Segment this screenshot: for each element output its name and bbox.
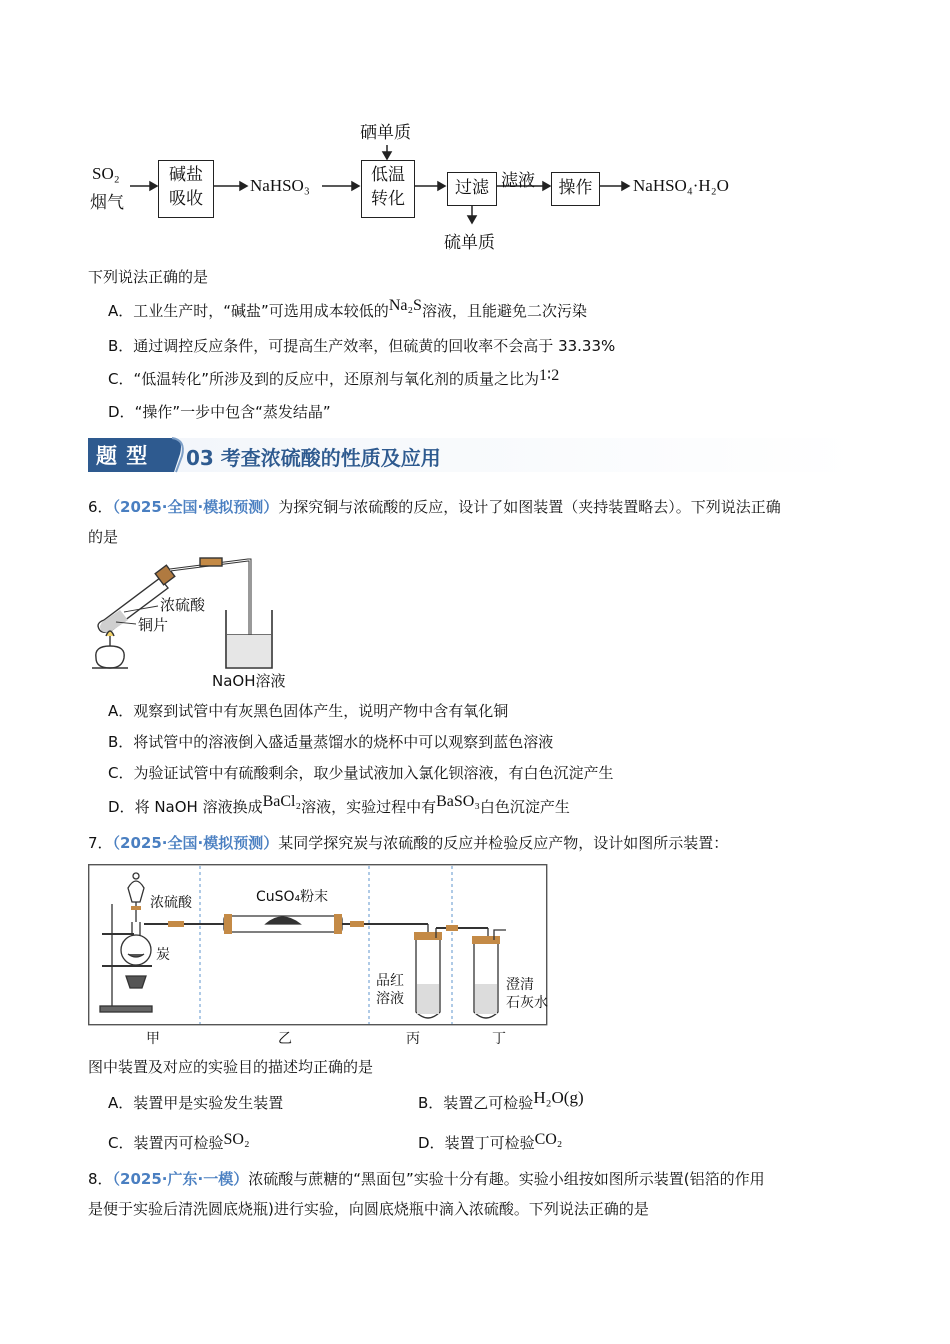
q7-stem [88,832,728,854]
option-letter: D． [108,403,135,421]
option-letter: C． [108,764,134,782]
q8-stem-line2: 是便于实验后清洗圆底烧瓶)进行实验，向圆底烧瓶中滴入浓硫酸。下列说法正确的是 [88,1200,649,1218]
flow-product: NaHSO₄·H₂O [633,176,729,195]
q5-option-d [108,401,331,423]
fig-label-cuso4: CuSO₄粉末 [256,889,329,905]
q6-stem-line1 [88,496,781,518]
option-formula: SO₂ [223,1131,250,1148]
flow-input-gas: 烟气 [90,193,124,213]
question-source: （2025·广东·一模） [112,1170,249,1188]
flow-sulfur: 硫单质 [444,233,495,253]
fig-label-ding: 丁 [492,1031,506,1047]
flow-box-operation: 操作 [551,172,600,206]
question-number: 7． [88,834,113,852]
q6-option-d [108,793,570,819]
fig-label-jia: 甲 [146,1031,160,1047]
fig-label-fuchsin-1: 品红 [376,973,404,989]
option-text: “低温转化”所涉及到的反应中，还原剂与氧化剂的质量之比为 [133,370,540,388]
flow-selenium: 硒单质 [360,123,411,143]
section-tag: 题 型 [96,444,150,468]
fig-label-conc-acid: 浓硫酸 [150,895,192,911]
flow-box-alkali-absorb [158,160,214,218]
flow-box2-line1: 低温 [371,165,405,185]
fig-label-limewater [506,976,548,1012]
option-letter: C． [108,370,134,388]
flow-box-filter: 过滤 [447,172,497,206]
flow-box2-line2: 转化 [371,189,405,209]
fig-label-naoh: NaOH溶液 [212,672,286,690]
fig-label-bing: 丙 [406,1031,420,1047]
fig-label-yi: 乙 [278,1031,292,1047]
option-formula: H₂O(g) [533,1088,584,1107]
q6-option-b [108,731,553,753]
option-formula: BaCl₂ [262,793,302,810]
option-text: 工业生产时，“碱盐”可选用成本较低的 [133,302,389,320]
fig-label-fuchsin-2: 溶液 [376,991,404,1007]
option-letter: C． [108,1134,134,1152]
q8-stem-line1 [88,1168,765,1190]
section-title: 03 考查浓硫酸的性质及应用 [186,446,441,470]
option-text: 装置丙可检验 [133,1134,224,1152]
option-text: “操作”一步中包含“蒸发结晶” [134,403,331,421]
option-text: 白色沉淀产生 [479,798,570,816]
fig-label-limewater-2: 石灰水 [506,995,548,1011]
flow-box1-line2: 吸收 [169,189,203,209]
flow-input-so2: SO₂ [92,164,120,183]
flow-box1-line1: 碱盐 [169,165,203,185]
option-formula: BaSO₃ [436,793,480,810]
question-text: 为探究铜与浓硫酸的反应，设计了如图装置（夹持装置略去）。下列说法正确 [278,498,781,516]
q5-option-a [108,297,587,323]
flow-box-low-temp [361,160,415,218]
option-letter: B． [108,733,134,751]
q6-option-c [108,762,614,784]
option-text: 观察到试管中有灰黑色固体产生，说明产物中含有氧化铜 [133,702,509,720]
fig-label-copper: 铜片 [138,616,169,634]
q5-stem: 下列说法正确的是 [88,268,209,286]
q7-option-b [418,1088,584,1114]
question-source: （2025·全国·模拟预测） [112,498,279,516]
q6-option-a [108,700,508,722]
q6-stem-line2: 的是 [88,528,119,546]
fig-label-limewater-1: 澄清 [506,977,534,993]
q7-apparatus-figure [88,864,550,1046]
flow-filtrate: 滤液 [501,171,535,191]
fig-label-fuchsin [376,972,404,1008]
question-number: 6． [88,498,113,516]
fig-label-carbon: 炭 [156,947,170,963]
option-letter: A． [108,302,134,320]
q7-option-c [108,1132,250,1155]
question-text: 某同学探究炭与浓硫酸的反应并检验反应产物，设计如图所示装置： [278,834,729,852]
option-letter: A． [108,1094,134,1112]
q7-option-d [418,1132,562,1155]
option-text: 装置甲是实验发生装置 [133,1094,284,1112]
flow-arrows [0,0,950,260]
option-text: 将 NaOH 溶液换成 [134,798,263,816]
question-text: 浓硫酸与蔗糖的“黑面包”实验十分有趣。实验小组按如图所示装置(铝箔的作用 [248,1170,765,1188]
q7-option-a [108,1092,283,1114]
option-text: 溶液，且能避免二次污染 [421,302,587,320]
option-letter: A． [108,702,134,720]
q5-option-b [108,335,615,357]
q6-apparatus-figure [88,550,348,695]
option-formula: Na₂S [388,297,422,314]
option-text: 装置丁可检验 [444,1134,535,1152]
fig-label-conc-acid: 浓硫酸 [160,596,206,614]
option-letter: B． [108,337,134,355]
option-letter: B． [418,1094,444,1112]
option-text: 溶液，实验过程中有 [301,798,437,816]
option-text: 将试管中的溶液倒入盛适量蒸馏水的烧杯中可以观察到蓝色溶液 [133,733,554,751]
option-text: 为验证试管中有硫酸剩余，取少量试液加入氯化钡溶液，有白色沉淀产生 [133,764,614,782]
option-formula: 1∶2 [539,367,560,384]
section-header [88,434,858,476]
question-number: 8． [88,1170,113,1188]
q7-stem2: 图中装置及对应的实验目的描述均正确的是 [88,1058,374,1076]
option-text: 通过调控反应条件，可提高生产效率，但硫黄的回收率不会高于 33.33% [133,337,616,355]
option-formula: CO₂ [534,1131,563,1148]
option-text: 装置乙可检验 [443,1094,534,1112]
flow-nahso3: NaHSO₃ [250,176,310,195]
option-letter: D． [108,798,135,816]
option-letter: D． [418,1134,445,1152]
question-source: （2025·全国·模拟预测） [112,834,279,852]
q5-option-c [108,368,559,391]
